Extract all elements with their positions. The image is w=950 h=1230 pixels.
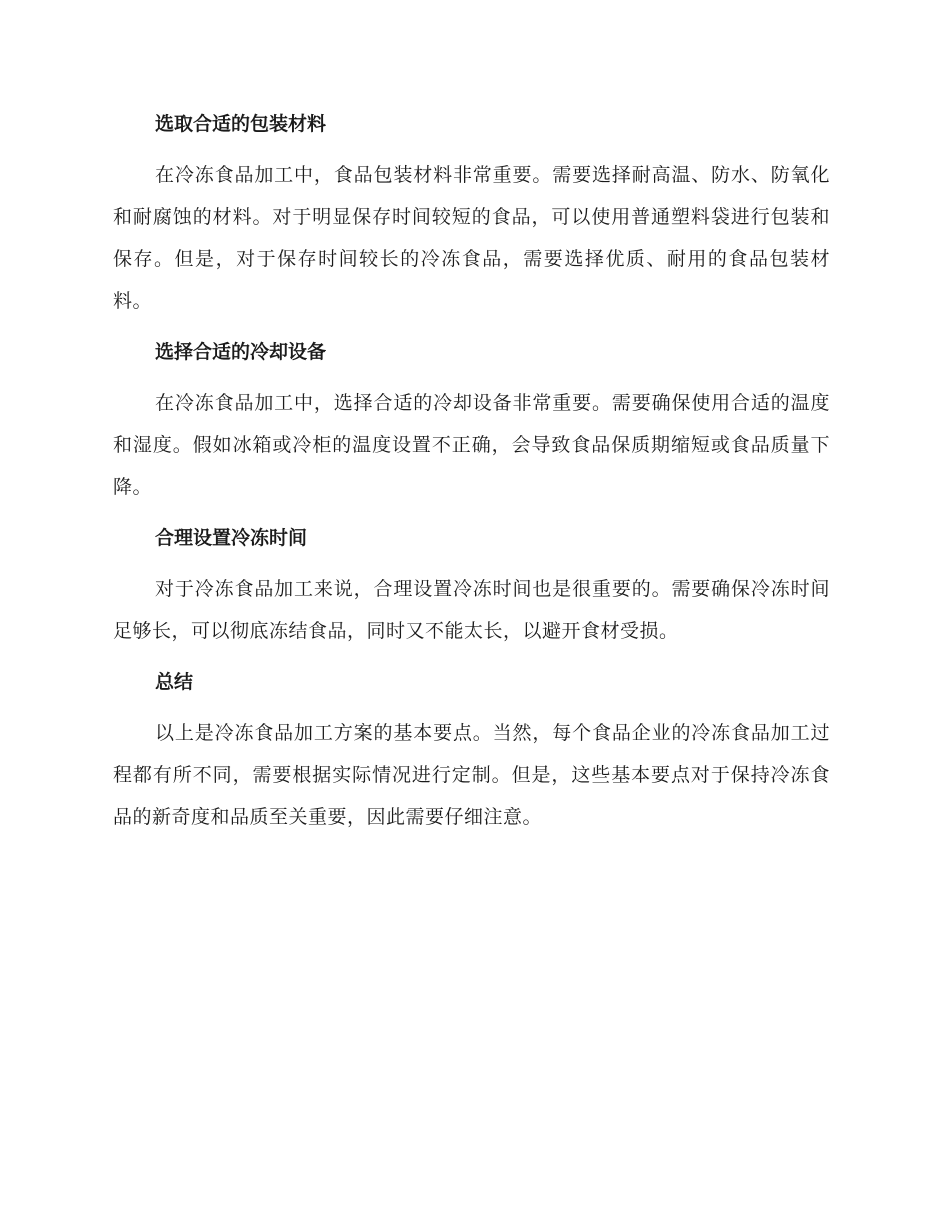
section-heading: 选择合适的冷却设备: [155, 341, 327, 363]
section-heading: 总结: [155, 671, 194, 693]
section-cooling-equipment: [113, 338, 830, 508]
section-paragraph: 以上是冷冻食品加工方案的基本要点。当然，每个食品企业的冷冻食品加工过程都有所不同，需要根据实际情况进行定制。但是，这些基本要点对于保持冷冻食品的新奇度和品质至关重要，因此需要仔细注意。: [113, 722, 830, 828]
section-summary: [113, 668, 830, 838]
section-packaging: [113, 110, 830, 322]
section-paragraph: 对于冷冻食品加工来说，合理设置冷冻时间也是很重要的。需要确保冷冻时间足够长，可以彻底冻结食品，同时又不能太长，以避开食材受损。: [113, 578, 830, 642]
section-paragraph: 在冷冻食品加工中，选择合适的冷却设备非常重要。需要确保使用合适的温度和湿度。假如冰箱或冷柜的温度设置不正确，会导致食品保质期缩短或食品质量下降。: [113, 392, 830, 498]
section-freezing-time: [113, 524, 830, 652]
section-heading: 合理设置冷冻时间: [155, 527, 308, 549]
section-heading: 选取合适的包装材料: [155, 113, 327, 135]
section-paragraph: 在冷冻食品加工中，食品包装材料非常重要。需要选择耐高温、防水、防氧化和耐腐蚀的材料。对于明显保存时间较短的食品，可以使用普通塑料袋进行包装和保存。但是，对于保存时间较长的冷冻食品，需要选择优质、耐用的食品包装材料。: [113, 164, 830, 312]
